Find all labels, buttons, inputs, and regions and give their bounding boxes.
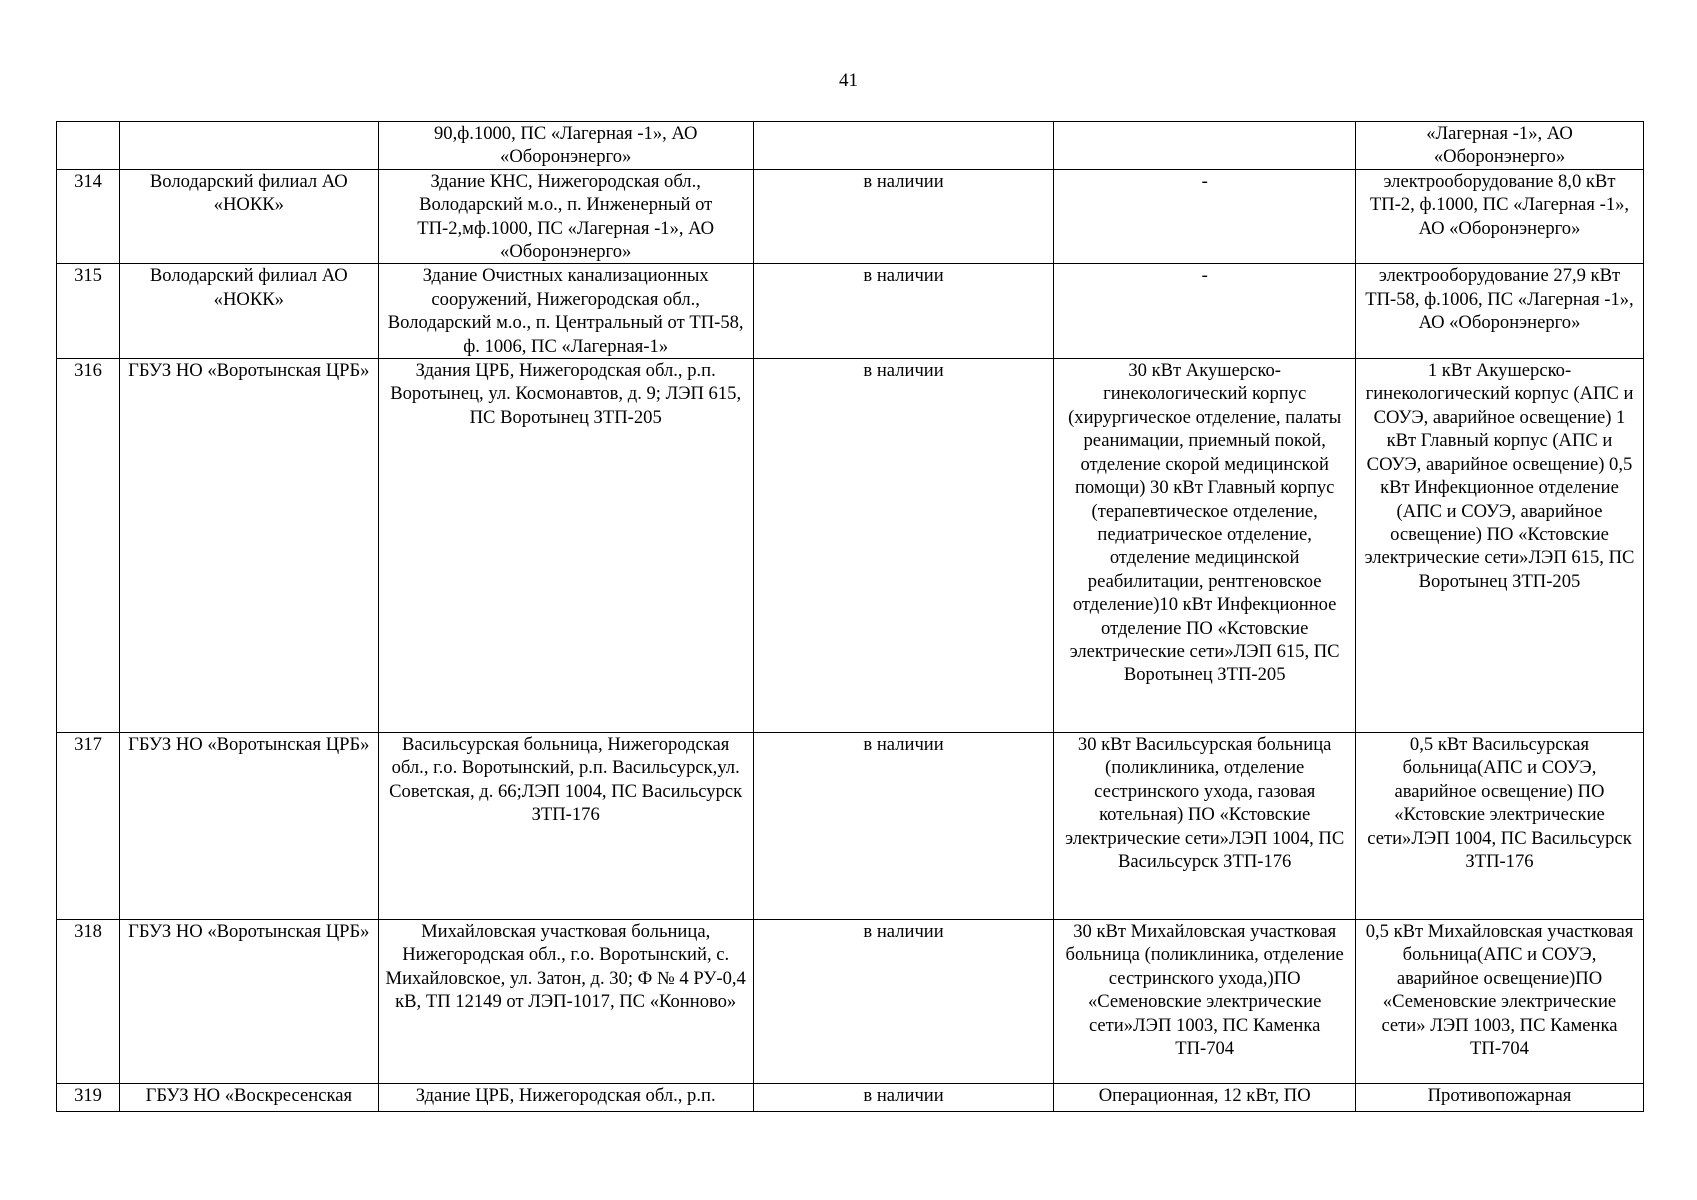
table-row [57, 1084, 1644, 1112]
category-2-cell: 30 кВт Акушерско-гинекологический корпус (хирургическое отделение, палаты реанимации, приемный покой, отделение скорой медицинской помощи) 30 кВт Главный корпус (терапевтическое отделение, педиатрическое отделение, отделение медицинской реабилитации, рентгеновское отделение)10 кВт Инфекционное отделение ПО «Кстовские электрические сети»ЛЭП 615, ПС Воротынец ЗТП-205 [1054, 359, 1356, 733]
address-cell: Михайловская участковая больница, Нижегородская обл., г.о. Воротынский, с. Михайловское, ул. Затон, д. 30; Ф № 4 РУ-0,4 кВ, ТП 12149 от ЛЭП-1017, ПС «Конново» [378, 920, 753, 1084]
status-cell: в наличии [753, 1084, 1054, 1112]
organization-cell: ГБУЗ НО «Воротынская ЦРБ» [120, 733, 379, 920]
status-cell: в наличии [753, 920, 1054, 1084]
row-number-cell: 318 [57, 920, 120, 1084]
organization-cell: Володарский филиал АО «НОКК» [120, 169, 379, 264]
address-cell: Здание ЦРБ, Нижегородская обл., р.п. [378, 1084, 753, 1112]
organization-cell: ГБУЗ НО «Воротынская ЦРБ» [120, 920, 379, 1084]
category-3-cell: 0,5 кВт Васильсурская больница(АПС и СОУЭ, аварийное освещение) ПО «Кстовские электрические сети»ЛЭП 1004, ПС Васильсурск ЗТП-176 [1355, 733, 1643, 920]
status-cell [753, 122, 1054, 170]
table-row [57, 122, 1644, 170]
address-cell: 90,ф.1000, ПС «Лагерная -1», АО «Оборонэнерго» [378, 122, 753, 170]
row-number-cell: 315 [57, 264, 120, 359]
address-cell: Здание Очистных канализационных сооружений, Нижегородская обл., Володарский м.о., п. Центральный от ТП-58, ф. 1006, ПС «Лагерная-1» [378, 264, 753, 359]
category-3-cell: «Лагерная -1», АО «Оборонэнерго» [1355, 122, 1643, 170]
status-cell: в наличии [753, 359, 1054, 733]
table-row [57, 169, 1644, 264]
row-number-cell: 317 [57, 733, 120, 920]
category-3-cell: 0,5 кВт Михайловская участковая больница(АПС и СОУЭ, аварийное освещение)ПО «Семеновские электрические сети» ЛЭП 1003, ПС Каменка ТП-704 [1355, 920, 1643, 1084]
organization-cell: ГБУЗ НО «Воротынская ЦРБ» [120, 359, 379, 733]
facilities-table [56, 121, 1644, 1112]
category-3-cell: 1 кВт Акушерско-гинекологический корпус (АПС и СОУЭ, аварийное освещение) 1 кВт Главный корпус (АПС и СОУЭ, аварийное освещение) 0,5 кВт Инфекционное отделение (АПС и СОУЭ, аварийное освещение) ПО «Кстовские электрические сети»ЛЭП 615, ПС Воротынец ЗТП-205 [1355, 359, 1643, 733]
category-3-cell: электрооборудование 27,9 кВт ТП-58, ф.1006, ПС «Лагерная -1», АО «Оборонэнерго» [1355, 264, 1643, 359]
category-2-cell: - [1054, 264, 1356, 359]
category-2-cell: Операционная, 12 кВт, ПО [1054, 1084, 1356, 1112]
table-row [57, 733, 1644, 920]
row-number-cell: 316 [57, 359, 120, 733]
status-cell: в наличии [753, 264, 1054, 359]
address-cell: Васильсурская больница, Нижегородская обл., г.о. Воротынский, р.п. Васильсурск,ул. Советская, д. 66;ЛЭП 1004, ПС Васильсурск ЗТП-176 [378, 733, 753, 920]
category-2-cell: 30 кВт Михайловская участковая больница (поликлиника, отделение сестринского ухода,)ПО «Семеновские электрические сети»ЛЭП 1003, ПС Каменка ТП-704 [1054, 920, 1356, 1084]
organization-cell: ГБУЗ НО «Воскресенская [120, 1084, 379, 1112]
status-cell: в наличии [753, 733, 1054, 920]
table-row [57, 264, 1644, 359]
table-row [57, 920, 1644, 1084]
row-number-cell [57, 122, 120, 170]
category-2-cell: - [1054, 169, 1356, 264]
table-row [57, 359, 1644, 733]
category-2-cell [1054, 122, 1356, 170]
category-3-cell: электрооборудование 8,0 кВт ТП-2, ф.1000, ПС «Лагерная -1», АО «Оборонэнерго» [1355, 169, 1643, 264]
address-cell: Здание КНС, Нижегородская обл., Володарский м.о., п. Инженерный от ТП-2,мф.1000, ПС «Лагерная -1», АО «Оборонэнерго» [378, 169, 753, 264]
row-number-cell: 314 [57, 169, 120, 264]
organization-cell [120, 122, 379, 170]
row-number-cell: 319 [57, 1084, 120, 1112]
category-2-cell: 30 кВт Васильсурская больница (поликлиника, отделение сестринского ухода, газовая котельная) ПО «Кстовские электрические сети»ЛЭП 1004, ПС Васильсурск ЗТП-176 [1054, 733, 1356, 920]
address-cell: Здания ЦРБ, Нижегородская обл., р.п. Воротынец, ул. Космонавтов, д. 9; ЛЭП 615, ПС Воротынец ЗТП-205 [378, 359, 753, 733]
page-number: 41 [839, 70, 858, 91]
category-3-cell: Противопожарная [1355, 1084, 1643, 1112]
organization-cell: Володарский филиал АО «НОКК» [120, 264, 379, 359]
status-cell: в наличии [753, 169, 1054, 264]
